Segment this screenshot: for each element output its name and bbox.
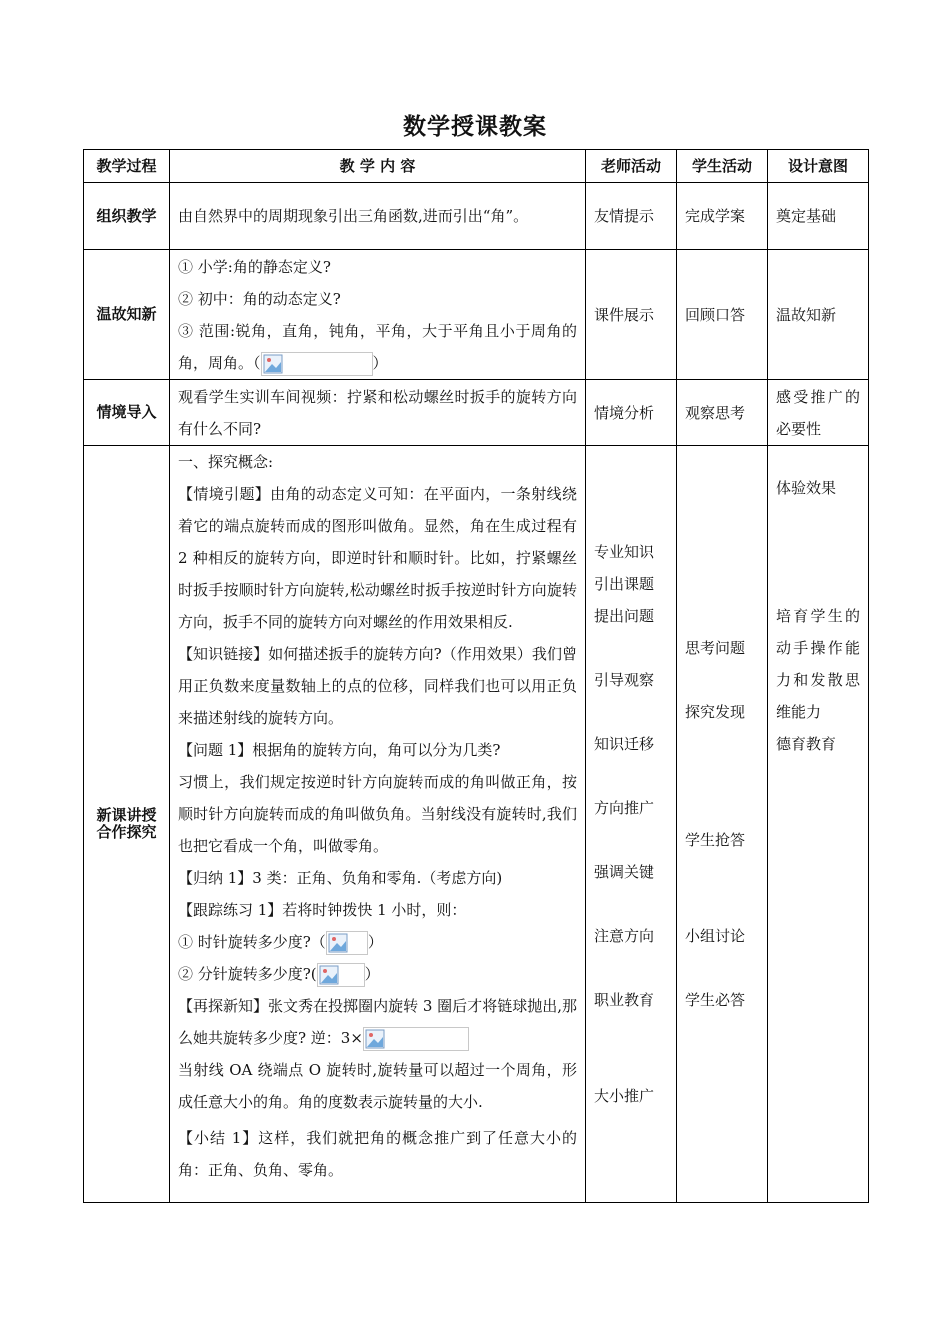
nl-p10: [178, 990, 577, 1054]
teacher-activity-item: [594, 1016, 668, 1048]
nl-p8-close: ）: [367, 933, 383, 951]
teacher-organize: 友情提示: [586, 183, 677, 250]
design-intent-item: 体验效果: [776, 479, 837, 497]
student-situation: 观察思考: [677, 380, 768, 446]
stage-newlesson-line-1: 新课讲授: [96, 806, 157, 824]
row-review: [84, 250, 869, 380]
lesson-plan-table: [83, 149, 869, 1203]
row-situation: [84, 380, 869, 446]
student-activity-item: [685, 728, 759, 760]
header-process: 教学过程: [84, 150, 170, 183]
nl-p2: 【情境引题】由角的动态定义可知：在平面内，一条射线绕着它的端点旋转而成的图形叫做角。显然，角在生成过程有 2 种相反的旋转方向，即逆时针和顺时针。比如，拧紧螺丝时扳手按顺时针方向旋转,松动螺丝时扳手按逆时针方向旋转方向，扳手不同的旋转方向对螺丝的作用效果相反.: [178, 485, 577, 631]
student-organize: 完成学案: [677, 183, 768, 250]
nl-p10-text: 【再探新知】张文秀在投掷圈内旋转 3 圈后才将链球抛出,那么她共旋转多少度? 逆：3×: [178, 997, 577, 1047]
review-line-3: ③ 范围:锐角，直角，钝角，平角，大于平角且小于周角的角，周角。（: [178, 321, 577, 372]
student-activity-item: 小组讨论: [685, 927, 746, 945]
student-activity-item: [685, 856, 759, 888]
stage-review: 温故知新: [84, 250, 170, 380]
design-intent-item: 培育学生的动手操作能力和发散思维能力: [776, 607, 860, 721]
page-title: 数学授课教案: [403, 114, 547, 140]
review-line-2: ② 初中：角的动态定义?: [178, 289, 341, 308]
teacher-activity-item: 方向推广: [594, 799, 655, 817]
nl-p4: 【问题 1】根据角的旋转方向，角可以分为几类?: [178, 741, 501, 759]
teacher-activity-item: [594, 760, 668, 792]
nl-p5: 习惯上，我们规定按逆时针方向旋转而成的角叫做正角，按顺时针方向旋转而成的角叫做负角。当射线没有旋转时,我们也把它看成一个角，叫做零角。: [178, 773, 577, 855]
student-activity-item: 思考问题: [685, 639, 746, 657]
design-newlesson: [768, 446, 869, 1203]
image-placeholder-icon: [326, 931, 368, 955]
nl-p11: 当射线 OA 绕端点 O 旋转时,旋转量可以超过一个周角，形成任意大小的角。角的度数表示旋转量的大小.: [178, 1061, 577, 1111]
teacher-activity-item: [594, 888, 668, 920]
nl-p8-text: ① 时针旋转多少度?（: [178, 933, 326, 951]
teacher-activity-item: [594, 632, 668, 664]
nl-p9: [178, 958, 577, 990]
student-newlesson: [677, 446, 768, 1203]
teacher-activity-item: [594, 952, 668, 984]
student-review: 回顾口答: [677, 250, 768, 380]
nl-p1: 一、探究概念:: [178, 453, 274, 471]
image-placeholder-icon: [261, 352, 373, 376]
image-placeholder-icon: [363, 1027, 469, 1051]
student-activity-item: [685, 888, 759, 920]
image-placeholder-icon: [317, 963, 365, 987]
nl-p6: 【归纳 1】3 类：正角、负角和零角.（考虑方向): [178, 869, 503, 887]
teacher-activity-item: 强调关键: [594, 863, 655, 881]
student-activity-item: [685, 664, 759, 696]
teacher-activity-item: [594, 696, 668, 728]
content-organize: 由自然界中的周期现象引出三角函数,进而引出“角”。: [170, 183, 586, 250]
review-close-paren: ）: [372, 353, 388, 372]
nl-p12: 【小结 1】这样，我们就把角的概念推广到了任意大小的角：正角、负角、零角。: [178, 1129, 577, 1179]
content-newlesson: [170, 446, 586, 1203]
teacher-activity-item: [594, 1048, 668, 1080]
design-intent-item: [776, 568, 860, 600]
design-situation: 感受推广的必要性: [768, 380, 869, 446]
nl-p3: 【知识链接】如何描述扳手的旋转方向?（作用效果）我们曾用正负数来度量数轴上的点的位移，同样我们也可以用正负来描述射线的旋转方向。: [178, 645, 577, 727]
stage-organize: 组织教学: [84, 183, 170, 250]
nl-p9-close: ）: [364, 965, 380, 983]
teacher-situation: 情境分析: [586, 380, 677, 446]
row-newlesson: [84, 446, 869, 1203]
content-situation: 观看学生实训车间视频：拧紧和松动螺丝时扳手的旋转方向有什么不同?: [170, 380, 586, 446]
student-activity-item: [685, 568, 759, 600]
teacher-activity-item: 引导观察: [594, 671, 655, 689]
teacher-activity-item: 提出问题: [594, 607, 655, 625]
row-organize: [84, 183, 869, 250]
teacher-activity-item: 知识迁移: [594, 735, 655, 753]
student-activity-item: 探究发现: [685, 703, 746, 721]
student-activity-item: 学生必答: [685, 991, 746, 1009]
nl-p9-text: ② 分针旋转多少度?(: [178, 965, 317, 983]
teacher-activity-item: 职业教育: [594, 991, 655, 1009]
teacher-activity-item: 大小推广: [594, 1087, 655, 1105]
header-teacher: 老师活动: [586, 150, 677, 183]
student-activity-item: [685, 952, 759, 984]
header-content: 教 学 内 容: [170, 150, 586, 183]
student-activity-item: [685, 792, 759, 824]
review-line-1: ① 小学:角的静态定义?: [178, 257, 331, 276]
design-intent-item: 德育教育: [776, 735, 837, 753]
teacher-activity-item: [594, 824, 668, 856]
design-intent-item: [776, 536, 860, 568]
design-review: 温故知新: [768, 250, 869, 380]
header-row: [84, 150, 869, 183]
header-design: 设计意图: [768, 150, 869, 183]
header-student: 学生活动: [677, 150, 768, 183]
teacher-newlesson: [586, 446, 677, 1203]
content-review: [170, 250, 586, 380]
stage-newlesson: [84, 446, 170, 1203]
teacher-activity-item: 专业知识: [594, 543, 655, 561]
student-activity-item: 学生抢答: [685, 831, 746, 849]
teacher-review: 课件展示: [586, 250, 677, 380]
stage-newlesson-line-2: 合作探究: [96, 823, 157, 841]
student-activity-item: [685, 600, 759, 632]
teacher-activity-item: 引出课题: [594, 575, 655, 593]
nl-p7: 【跟踪练习 1】若将时钟拨快 1 小时，则：: [178, 901, 467, 919]
nl-p8: [178, 926, 577, 958]
design-organize: 奠定基础: [768, 183, 869, 250]
teacher-activity-item: 注意方向: [594, 927, 655, 945]
stage-situation: 情境导入: [84, 380, 170, 446]
design-intent-item: [776, 504, 860, 536]
student-activity-item: [685, 760, 759, 792]
